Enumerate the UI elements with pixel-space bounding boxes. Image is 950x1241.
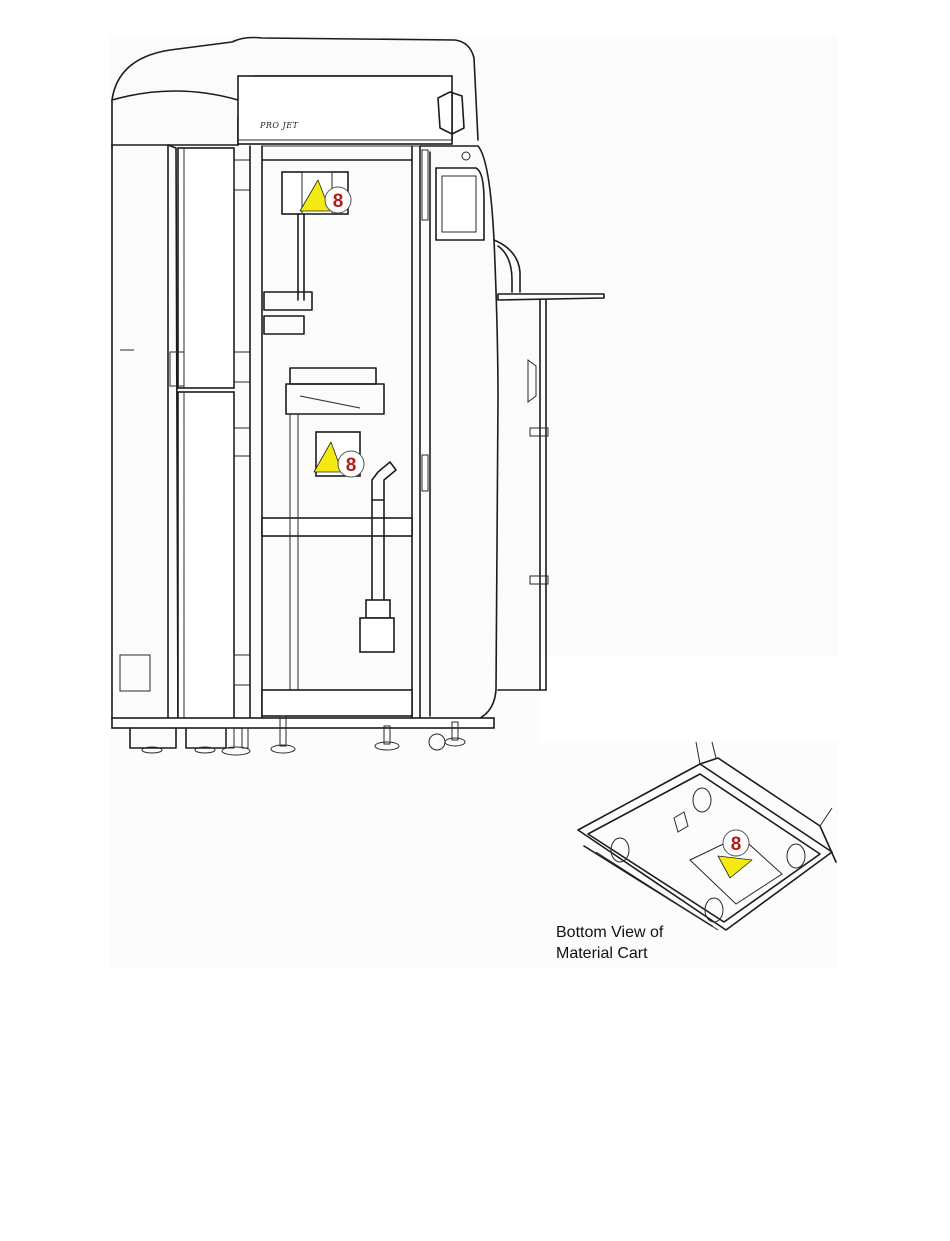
warning-number: 8 [345, 455, 357, 476]
cart-caption [556, 922, 663, 964]
machine-badge: PRO JET [260, 121, 299, 130]
warning-number: 8 [332, 191, 344, 212]
cart-caption-line1: Bottom View of [556, 924, 664, 941]
warning-number: 8 [730, 834, 742, 855]
cart-caption-line2: Material Cart [556, 945, 648, 962]
